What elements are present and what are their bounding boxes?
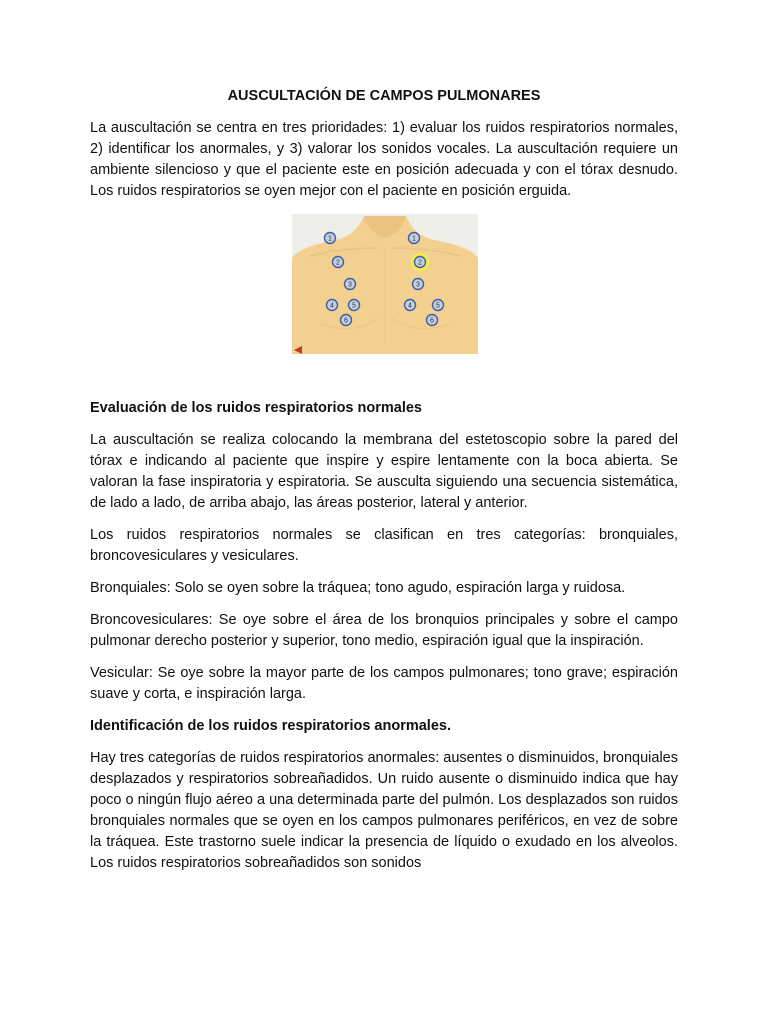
- marker-number: 5: [352, 302, 356, 310]
- document-page: [90, 86, 678, 885]
- marker-number: 2: [336, 259, 340, 267]
- marker-left-4: [327, 300, 338, 311]
- section-heading-abnormal-sounds: Identificación de los ruidos respiratorios anormales.: [90, 718, 451, 734]
- paragraph-categories: Los ruidos respiratorios normales se clasifican en tres categorías: bronquiales, broncovesiculares y vesiculares.: [90, 527, 678, 564]
- marker-right-5: [433, 300, 444, 311]
- intro-paragraph: La auscultación se centra en tres prioridades: 1) evaluar los ruidos respiratorios normales, 2) identificar los anormales, y 3) valorar los sonidos vocales. La auscultación requiere un ambiente silencioso y que el paciente este en posición adecuada y con el tórax desnudo. Los ruidos respiratorios se oyen mejor con el paciente en posición erguida.: [90, 120, 678, 199]
- marker-right-4: [405, 300, 416, 311]
- marker-number: 4: [330, 302, 334, 310]
- marker-right-1: [409, 233, 420, 244]
- marker-left-5: [349, 300, 360, 311]
- chest-auscultation-figure: [292, 214, 478, 354]
- paragraph-bronchial: Bronquiales: Solo se oyen sobre la tráquea; tono agudo, espiración larga y ruidosa.: [90, 580, 626, 596]
- marker-left-6: [341, 315, 352, 326]
- marker-number: 3: [416, 281, 420, 289]
- section-heading-normal-sounds: Evaluación de los ruidos respiratorios normales: [90, 400, 422, 416]
- paragraph-technique: La auscultación se realiza colocando la membrana del estetoscopio sobre la pared del tórax e indicando al paciente que inspire y espire lentamente con la boca abierta. Se valoran la fase inspiratoria y espiratoria. Se ausculta siguiendo una secuencia sistemática, de lado a lado, de arriba abajo, las áreas posterior, lateral y anterior.: [90, 432, 678, 511]
- paragraph-vesicular: Vesicular: Se oye sobre la mayor parte de los campos pulmonares; tono grave; espiración suave y corta, e inspiración larga.: [90, 665, 678, 702]
- marker-number: 6: [430, 317, 434, 325]
- marker-left-2: [333, 257, 344, 268]
- paragraph-abnormal-sounds: Hay tres categorías de ruidos respiratorios anormales: ausentes o disminuidos, bronquiales desplazados y respiratorios sobreañadidos. Un ruido ausente o disminuido indica que hay poco o ningún flujo aéreo a una determinada parte del pulmón. Los desplazados son ruidos bronquiales normales que se oyen en los campos pulmonares periféricos, en vez de sobre la tráquea. Este trastorno suele indicar la presencia de líquido o exudado en los alveolos. Los ruidos respiratorios sobreañadidos son sonidos: [90, 750, 678, 871]
- paragraph-bronchovesicular: Broncovesiculares: Se oye sobre el área de los bronquios principales y sobre el campo pulmonar derecho posterior y superior, tono medio, espiración igual que la inspiración.: [90, 612, 678, 649]
- marker-left-3: [345, 279, 356, 290]
- chest-illustration: [292, 214, 478, 354]
- document-title: AUSCULTACIÓN DE CAMPOS PULMONARES: [227, 88, 541, 104]
- marker-right-2: [411, 253, 429, 271]
- marker-number: 5: [436, 302, 440, 310]
- marker-number: 2: [418, 259, 422, 267]
- marker-number: 6: [344, 317, 348, 325]
- marker-number: 3: [348, 281, 352, 289]
- marker-number: 1: [412, 235, 416, 243]
- marker-left-1: [325, 233, 336, 244]
- figure-spacer: [90, 354, 678, 398]
- marker-right-3: [413, 279, 424, 290]
- marker-right-6: [427, 315, 438, 326]
- marker-number: 4: [408, 302, 412, 310]
- marker-number: 1: [328, 235, 332, 243]
